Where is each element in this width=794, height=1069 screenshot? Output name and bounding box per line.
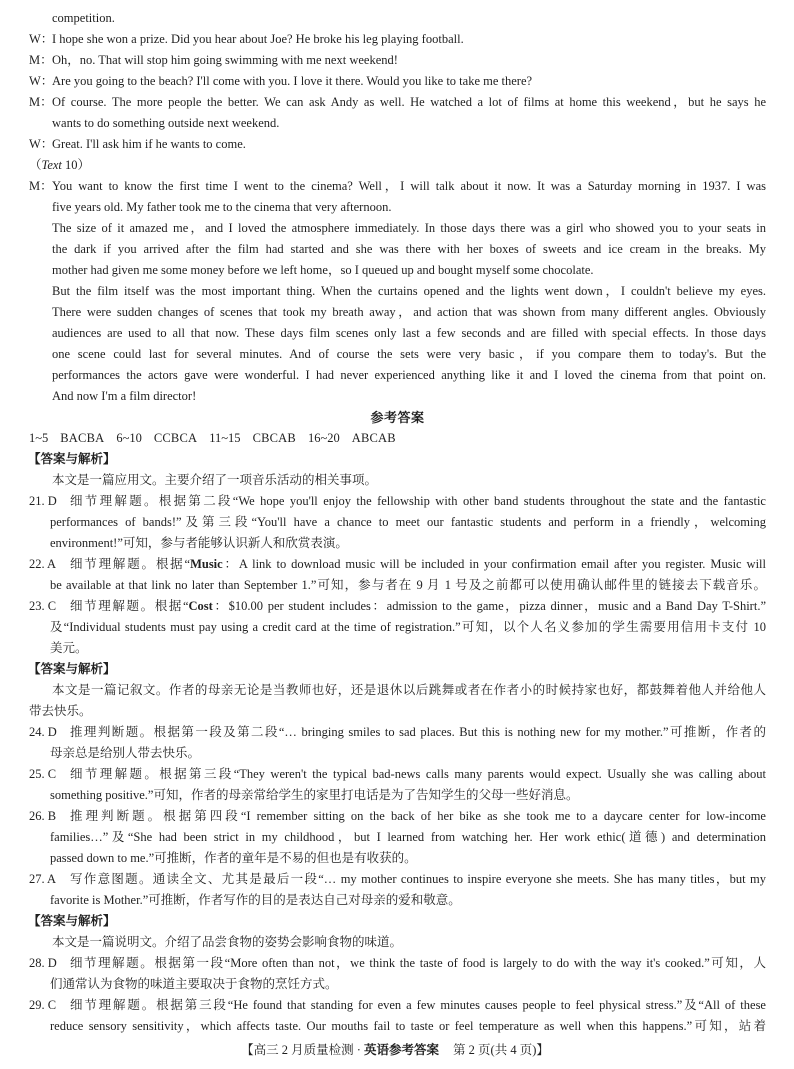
- answer-item: [29, 995, 766, 1016]
- heading-text: 【答案与解析】: [28, 452, 116, 466]
- line-text: Great. I'll ask him if he wants to come.: [52, 137, 246, 151]
- line-text: competition.: [52, 11, 115, 25]
- dialogue-continuation-line: [29, 113, 766, 134]
- answer-key-title-row: [29, 407, 766, 428]
- item-continuation-line: [29, 827, 766, 848]
- question-type: 细节理解题。: [70, 998, 157, 1012]
- line-text: one scene could last for several minutes. And of course the sets were very basic，if you compare them to today's. But the: [52, 347, 766, 361]
- section-heading: [29, 659, 766, 680]
- line-text-post: ：$10.00 per student includes：admission to the game，pizza dinner，music and a Band Day T-Shirt.”: [212, 599, 766, 613]
- item-line: [70, 764, 766, 785]
- question-number: 24. D: [29, 725, 57, 739]
- line-text: 根据第三段“He found that standing for even a few minutes causes people to feel physical stress.”及“All of these: [156, 998, 766, 1012]
- monologue-line: [29, 218, 766, 239]
- answer-key: [29, 407, 766, 449]
- dialogue-turn: [29, 92, 766, 113]
- answer-key-title: 参考答案: [370, 410, 425, 425]
- line-text: 根据第二段“We hope you'll enjoy the fellowship with other band students throughout the state and the fantastic: [158, 494, 766, 508]
- answer-range: 1~5: [29, 431, 49, 445]
- item-continuation-line: [29, 974, 766, 995]
- line-text: You want to know the first time I went to the cinema? Well，I will talk about it now. It was a Saturday morning in 1937. I was: [52, 179, 766, 193]
- item-line: [70, 953, 766, 974]
- line-text: And now I'm a film director!: [52, 389, 197, 403]
- answer-item: [29, 806, 766, 827]
- item-continuation-line: [29, 848, 766, 869]
- speaker-label: W：: [29, 74, 54, 88]
- question-type: 细节理解题。: [70, 494, 159, 508]
- line-text: five years old. My father took me to the cinema that very afternoon.: [52, 200, 392, 214]
- text-label: [29, 155, 766, 176]
- summary-text: 带去快乐。: [29, 704, 92, 718]
- label-close: 10）: [61, 158, 91, 172]
- speaker-label: W：: [29, 137, 54, 151]
- line-text-pre: 根据“: [155, 557, 191, 571]
- answer-item: [29, 869, 766, 890]
- line-text: reduce sensory sensitivity，which affects taste. Our mouths fail to taste or feel temperature as well when this happens.”可知，站着: [50, 1019, 766, 1033]
- line-text: 美元。: [50, 641, 88, 655]
- answer-range: 16~20: [307, 431, 340, 445]
- speaker-label: M：: [29, 53, 53, 67]
- section-heading: [29, 911, 766, 932]
- analysis-section: [29, 911, 766, 1037]
- question-type: 写作意图题。: [70, 872, 153, 886]
- answer-item: [29, 764, 766, 785]
- heading-text: 【答案与解析】: [28, 662, 116, 676]
- question-type: 细节理解题。: [70, 956, 155, 970]
- section-summary: [29, 932, 766, 953]
- question-number: 21. D: [29, 494, 57, 508]
- item-line: [70, 869, 766, 890]
- speaker-label: W：: [29, 32, 54, 46]
- line-text-pre: 根据“: [154, 599, 189, 613]
- line-text: Oh，no. That will stop him going swimming with me next weekend!: [52, 53, 398, 67]
- question-number: 25. C: [29, 767, 57, 781]
- answer-letters: CCBCA: [153, 431, 198, 445]
- line-text: Of course. The more people the better. We can ask Andy as well. He watched a lot of films at home this weekend，but he says he: [52, 95, 766, 109]
- text-label-text: [29, 155, 766, 176]
- monologue-line: [29, 365, 766, 386]
- answer-item: [29, 491, 766, 512]
- item-continuation-line: [29, 617, 766, 638]
- heading-text: 【答案与解析】: [28, 914, 116, 928]
- section-heading: [29, 449, 766, 470]
- question-type: 细节理解题。: [70, 767, 160, 781]
- item-line: [70, 554, 766, 575]
- monologue-line: [29, 386, 766, 407]
- line-text: something positive.”可知，作者的母亲常给学生的家里打电话是为了告知学生的父母一些好消息。: [50, 788, 579, 802]
- monologue-line: [29, 281, 766, 302]
- item-line: [70, 722, 766, 743]
- line-text: 根据第三段“They weren't the typical bad-news calls many parents would expect. Usually she was calling about: [159, 767, 766, 781]
- line-text: be available at that link no later than September 1.”可知，参与者在 9 月 1 号及之前都可以使用确认邮件里的链接去下载音乐。: [50, 578, 766, 592]
- answer-item: [29, 953, 766, 974]
- dialogue-turn: [29, 50, 766, 71]
- answer-item: [29, 554, 766, 575]
- page-content: [29, 8, 766, 1037]
- item-continuation-line: [29, 785, 766, 806]
- monologue-line: [29, 260, 766, 281]
- line-text: performances the actors gave were wonderful. I had never experienced anything like it and I loved the cinema from that point on.: [52, 368, 766, 382]
- item-continuation-line: [29, 1016, 766, 1037]
- line-text: 根据第四段“I remember sitting on the back of her bike as she took me to a daycare center for low-income: [163, 809, 766, 823]
- monologue-line: [29, 302, 766, 323]
- analysis-section: [29, 659, 766, 911]
- item-continuation-line: [29, 512, 766, 533]
- question-type: 细节理解题。: [70, 557, 156, 571]
- line-text: But the film itself was the most important thing. When the curtains opened and the lights went down，I couldn't believe my eyes.: [52, 284, 766, 298]
- label-italic: Text: [41, 158, 62, 172]
- line-text: wants to do something outside next weekend.: [52, 116, 280, 130]
- summary-text: 本文是一篇说明文。介绍了品尝食物的姿势会影响食物的味道。: [52, 935, 403, 949]
- line-text: I hope she won a prize. Did you hear about Joe? He broke his leg playing football.: [52, 32, 464, 46]
- item-line: [70, 491, 766, 512]
- item-line: [70, 995, 766, 1016]
- footer-bracket-open: 【: [241, 1043, 254, 1057]
- line-text: 母亲总是给别人带去快乐。: [50, 746, 201, 760]
- question-type: 细节理解题。: [70, 599, 155, 613]
- answer-item: [29, 596, 766, 617]
- line-text: environment!”可知，参与者能够认识新人和欣赏表演。: [50, 536, 348, 550]
- line-text: 们通常认为食物的味道主要取决于食物的烹饪方式。: [50, 977, 338, 991]
- section-summary: [29, 680, 766, 701]
- line-text: families…”及“She had been strict in my childhood，but I learned from watching her. Her work ethic(道德) and determination: [50, 830, 766, 844]
- line-text: There were sudden changes of scenes that took my breath away，and action that was shown from many different angles. Obviously: [52, 305, 766, 319]
- monologue-line: [29, 176, 766, 197]
- item-continuation-line: [29, 533, 766, 554]
- section-summary: [29, 470, 766, 491]
- item-continuation-line: [29, 575, 766, 596]
- line-text: Are you going to the beach? I'll come with you. I love it there. Would you like to take me there?: [52, 74, 533, 88]
- line-text: The size of it amazed me，and I loved the atmosphere immediately. In those days there was a girl who showed you to your seats in: [52, 221, 766, 235]
- summary-text: 本文是一篇应用文。主要介绍了一项音乐活动的相关事项。: [52, 473, 378, 487]
- item-continuation-line: [29, 890, 766, 911]
- monologue-line: [29, 239, 766, 260]
- line-text: mother had given me some money before we left home，so I queued up and bought myself some chocolate.: [52, 263, 594, 277]
- dialogue-turn: [29, 71, 766, 92]
- dialogue-continuation-line: [29, 8, 766, 29]
- answer-letters: BACBA: [60, 431, 105, 445]
- monologue-line: [29, 344, 766, 365]
- line-text: passed down to me.”可推断，作者的童年是不易的但也是有收获的。: [50, 851, 417, 865]
- line-text: the dark if you arrived after the film had started and she was there with her boxes of sweets and ice cream in the breaks. My: [52, 242, 766, 256]
- footer-title-regular: 高三 2 月质量检测 ·: [253, 1043, 365, 1057]
- answer-letters: ABCAB: [351, 431, 396, 445]
- monologue-line: [29, 197, 766, 218]
- question-number: 23. C: [29, 599, 57, 613]
- dialogue-turn: [29, 29, 766, 50]
- label-open: （: [29, 158, 42, 172]
- answer-range: 11~15: [209, 431, 241, 445]
- question-number: 28. D: [29, 956, 57, 970]
- answer-letters: CBCAB: [252, 431, 296, 445]
- dialogue-turn: [29, 134, 766, 155]
- question-type: 推理判断题。: [70, 725, 154, 739]
- answer-item: [29, 722, 766, 743]
- footer-page-info: 第 2 页(共 4 页): [453, 1043, 537, 1057]
- line-text: 根据第一段“More often than not，we think the taste of food is largely to do with the way it's cooked.”可知，人: [154, 956, 766, 970]
- question-number: 27. A: [29, 872, 57, 886]
- answer-range: 6~10: [116, 431, 142, 445]
- line-text: favorite is Mother.”可推断，作者写作的目的是表达自己对母亲的爱和敬意。: [50, 893, 461, 907]
- question-number: 29. C: [29, 998, 57, 1012]
- page-footer: [0, 1040, 790, 1061]
- item-continuation-line: [29, 638, 766, 659]
- bold-keyword: Cost: [188, 599, 213, 613]
- question-type: 推理判断题。: [70, 809, 164, 823]
- item-line: [70, 806, 766, 827]
- bold-keyword: Music: [190, 557, 223, 571]
- speaker-label: M：: [29, 95, 53, 109]
- monologue-line: [29, 323, 766, 344]
- line-text-post: ：A link to download music will be included in your confirmation email after you register. Music will: [222, 557, 766, 571]
- line-text: performances of bands!”及第三段“You'll have a chance to meet our fantastic students and perform in a friendly，welcoming: [50, 515, 766, 529]
- line-text: 根据第一段及第二段“… bringing smiles to sad places. But this is nothing new for my mother.”可推断，作者的: [153, 725, 766, 739]
- line-text: 通读全文、尤其是最后一段“… my mother continues to inspire everyone she meets. She has many titles，but my: [152, 872, 766, 886]
- speaker-label: M：: [29, 179, 53, 193]
- listening-transcript: [29, 8, 766, 407]
- section-summary-continuation: [29, 701, 766, 722]
- line-text: audiences are used to all that now. These days film scenes only last a few seconds and are filled with special effects. In those days: [52, 326, 766, 340]
- item-line: [70, 596, 766, 617]
- question-number: 22. A: [29, 557, 57, 571]
- summary-text: 本文是一篇记叙文。作者的母亲无论是当教师也好，还是退休以后跳舞或者在作者小的时候持家也好，都鼓舞着他人并给他人: [52, 683, 766, 697]
- analysis-section: [29, 449, 766, 659]
- answer-key-row: [29, 428, 766, 449]
- line-text: 及“Individual students must pay using a credit card at the time of registration.”可知，以个人名义参加的学生需要用信用卡支付 10: [50, 620, 766, 634]
- footer-bracket-close: 】: [536, 1043, 549, 1057]
- footer-title-bold: 英语参考答案: [364, 1043, 440, 1057]
- item-continuation-line: [29, 743, 766, 764]
- question-number: 26. B: [29, 809, 57, 823]
